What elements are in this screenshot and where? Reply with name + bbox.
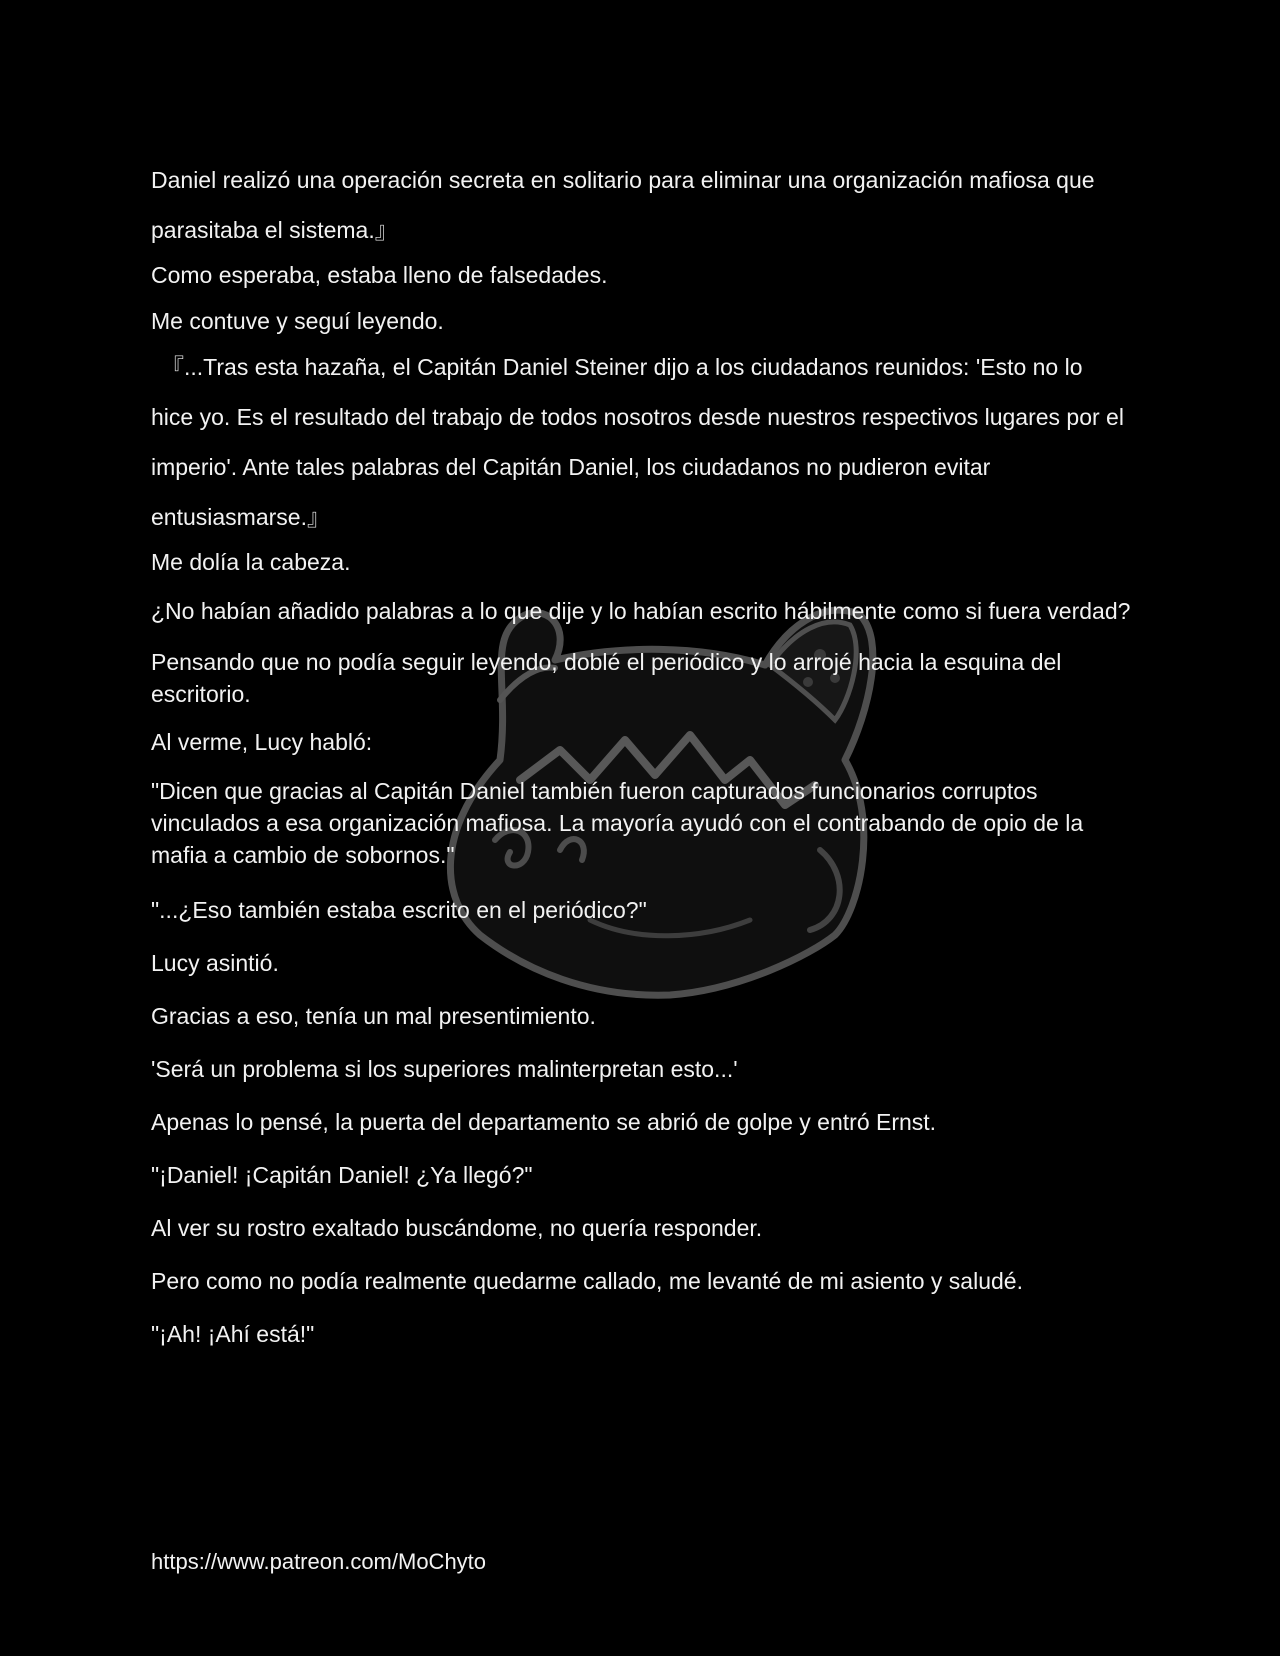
paragraph: Daniel realizó una operación secreta en solitario para eliminar una organización mafiosa que parasitaba el sistema.』 (151, 167, 1095, 243)
paragraph: Pensando que no podía seguir leyendo, doblé el periódico y lo arrojé hacia la esquina del escritorio. (151, 649, 1062, 707)
paragraph: ¿No habían añadido palabras a lo que dije y lo habían escrito hábilmente como si fuera verdad? (151, 598, 1131, 624)
patreon-link[interactable]: https://www.patreon.com/MoChyto (151, 1549, 487, 1574)
paragraph: "...¿Eso también estaba escrito en el periódico?" (151, 897, 647, 923)
paragraph: Apenas lo pensé, la puerta del departamento se abrió de golpe y entró Ernst. (151, 1109, 937, 1135)
paragraph: Pero como no podía realmente quedarme callado, me levanté de mi asiento y saludé. (151, 1268, 1023, 1294)
paragraph: "¡Ah! ¡Ahí está!" (151, 1321, 315, 1347)
paragraph: 'Será un problema si los superiores malinterpretan esto...' (151, 1056, 738, 1082)
paragraph: Lucy asintió. (151, 950, 279, 976)
paragraph: "¡Daniel! ¡Capitán Daniel! ¿Ya llegó?" (151, 1162, 533, 1188)
paragraph: Al ver su rostro exaltado buscándome, no quería responder. (151, 1215, 763, 1241)
paragraph: Me contuve y seguí leyendo. (151, 308, 444, 334)
paragraph: Al verme, Lucy habló: (151, 729, 373, 755)
paragraph: Gracias a eso, tenía un mal presentimiento. (151, 1003, 596, 1029)
paragraph: Me dolía la cabeza. (151, 549, 351, 575)
chapter-text (151, 155, 1131, 1348)
paragraph: Como esperaba, estaba lleno de falsedades. (151, 262, 608, 288)
paragraph: 『...Tras esta hazaña, el Capitán Daniel Steiner dijo a los ciudadanos reunidos: 'Esto no lo hice yo. Es el resultado del trabajo de todos nosotros desde nuestros respectivos lugares por el imperio'. Ante tales palabras del Capitán Daniel, los ciudadanos no pudieron evitar entusiasmarse.』 (151, 354, 1124, 530)
paragraph: "Dicen que gracias al Capitán Daniel también fueron capturados funcionarios corruptos vinculados a esa organización mafiosa. La mayoría ayudó con el contrabando de opio de la mafia a cambio de sobornos." (151, 778, 1084, 868)
